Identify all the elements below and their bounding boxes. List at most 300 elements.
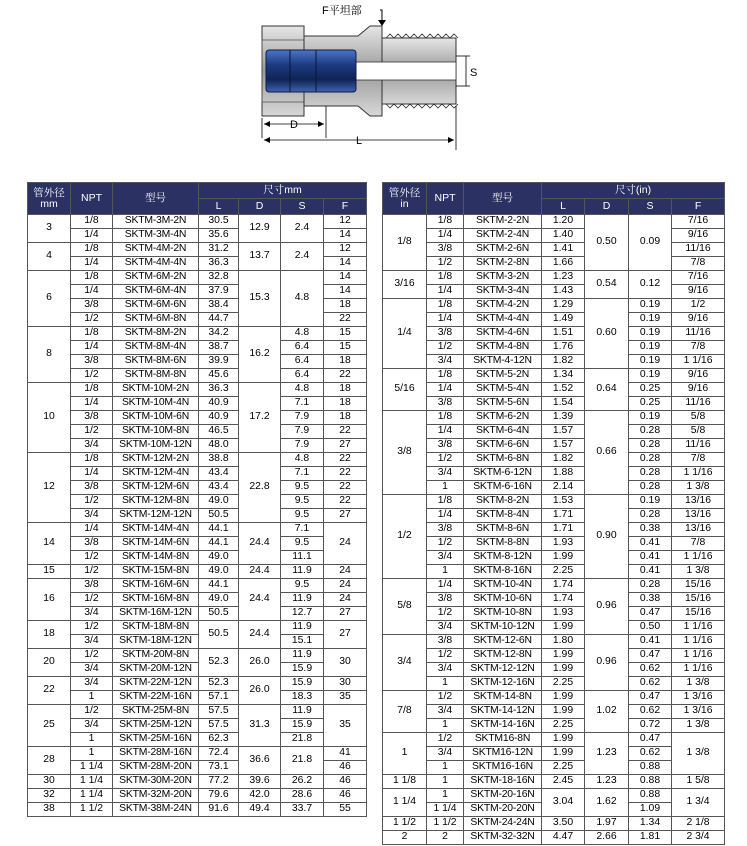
npt-cell: 1/2 [71, 495, 113, 509]
npt-cell: 1 [427, 719, 464, 733]
model-cell: SKTM-14M-6N [113, 537, 199, 551]
s-cell: 7.9 [281, 439, 324, 453]
f-cell: 11/16 [672, 243, 725, 257]
d-header: D [239, 199, 281, 215]
l-cell: 50.5 [199, 607, 239, 621]
d-cell: 12.9 [239, 215, 281, 243]
table-row [28, 663, 367, 677]
npt-cell: 1/2 [427, 607, 464, 621]
table-row [383, 705, 725, 719]
model-cell: SKTM-18M-8N [113, 621, 199, 635]
f-cell: 46 [324, 775, 367, 789]
table-row [28, 355, 367, 369]
f-cell: 18 [324, 411, 367, 425]
model-cell: SKTM-6-6N [464, 439, 542, 453]
npt-cell: 3/8 [71, 299, 113, 313]
npt-cell: 3/8 [71, 579, 113, 593]
model-cell: SKTM-3-4N [464, 285, 542, 299]
f-cell: 15/16 [672, 593, 725, 607]
l-cell: 49.0 [199, 565, 239, 579]
od-cell: 18 [28, 621, 71, 649]
l-cell: 1.71 [542, 523, 585, 537]
model-cell: SKTM-8-4N [464, 509, 542, 523]
l-cell: 1.23 [542, 271, 585, 285]
l-cell: 49.0 [199, 495, 239, 509]
d-label: D [290, 119, 298, 131]
l-cell: 2.14 [542, 481, 585, 495]
l-cell: 1.99 [542, 649, 585, 663]
od-cell: 3/16 [383, 271, 427, 299]
f-cell: 1 3/8 [672, 733, 725, 775]
f-cell: 1 1/16 [672, 467, 725, 481]
l-cell: 1.99 [542, 747, 585, 761]
table-row [383, 817, 725, 831]
f-cell: 27 [324, 607, 367, 621]
l-cell: 2.45 [542, 775, 585, 789]
f-cell: 2 1/8 [672, 817, 725, 831]
l-cell: 1.88 [542, 467, 585, 481]
l-cell: 46.5 [199, 425, 239, 439]
s-cell: 1.34 [629, 817, 672, 831]
d-cell: 0.90 [585, 495, 629, 579]
f-cell: 30 [324, 677, 367, 691]
s-cell: 0.41 [629, 635, 672, 649]
model-cell: SKTM-2-8N [464, 257, 542, 271]
d-cell: 1.97 [585, 817, 629, 831]
l-cell: 44.1 [199, 537, 239, 551]
s-cell: 0.62 [629, 747, 672, 761]
l-cell: 2.25 [542, 677, 585, 691]
l-cell: 45.6 [199, 369, 239, 383]
model-cell: SKTM-8M-2N [113, 327, 199, 341]
npt-cell: 1/2 [427, 453, 464, 467]
model-cell: SKTM-25M-16N [113, 733, 199, 747]
s-cell: 4.8 [281, 383, 324, 397]
d-cell: 42.0 [239, 789, 281, 803]
npt-cell: 3/8 [71, 481, 113, 495]
f-cell: 41 [324, 747, 367, 761]
model-cell: SKTM-14-12N [464, 705, 542, 719]
npt-cell: 1/8 [427, 411, 464, 425]
table-row [383, 215, 725, 229]
model-cell: SKTM-5-2N [464, 369, 542, 383]
npt-cell: 1 [71, 733, 113, 747]
l-cell: 1.51 [542, 327, 585, 341]
model-cell: SKTM-10M-6N [113, 411, 199, 425]
npt-cell: 3/4 [427, 705, 464, 719]
npt-cell: 1/4 [71, 467, 113, 481]
f-cell: 11/16 [672, 397, 725, 411]
f-cell: 1 1/16 [672, 621, 725, 635]
npt-cell: 3/8 [427, 523, 464, 537]
table-row [383, 299, 725, 313]
model-cell: SKTM-14-16N [464, 719, 542, 733]
s-cell: 2.4 [281, 215, 324, 243]
od-cell: 16 [28, 579, 71, 621]
npt-cell: 3/4 [71, 607, 113, 621]
f-cell: 1 1/16 [672, 663, 725, 677]
l-cell: 52.3 [199, 649, 239, 677]
f-cell: 9/16 [672, 369, 725, 383]
s-cell: 7.9 [281, 411, 324, 425]
table-row [28, 341, 367, 355]
npt-cell: 1/8 [71, 243, 113, 257]
model-cell: SKTM-12-12N [464, 663, 542, 677]
table-row [28, 719, 367, 733]
s-cell: 0.88 [629, 789, 672, 803]
d-cell: 1.62 [585, 789, 629, 817]
model-cell: SKTM-28M-20N [113, 761, 199, 775]
npt-cell: 3/4 [427, 747, 464, 761]
od-cell: 3 [28, 215, 71, 243]
table-row [28, 621, 367, 635]
model-cell: SKTM-8M-6N [113, 355, 199, 369]
l-cell: 1.80 [542, 635, 585, 649]
s-cell: 0.19 [629, 411, 672, 425]
f-cell: 22 [324, 313, 367, 327]
d-cell: 16.2 [239, 327, 281, 383]
f-cell: 15/16 [672, 607, 725, 621]
model-cell: SKTM-8-16N [464, 565, 542, 579]
s-cell: 11.9 [281, 593, 324, 607]
l-cell: 3.04 [542, 789, 585, 817]
npt-cell: 3/4 [427, 621, 464, 635]
f-cell: 22 [324, 481, 367, 495]
s-cell: 15.9 [281, 719, 324, 733]
s-cell: 7.1 [281, 467, 324, 481]
f-cell: 24 [324, 593, 367, 607]
s-cell: 0.28 [629, 579, 672, 593]
f-cell: 2 3/4 [672, 831, 725, 845]
l-cell: 40.9 [199, 411, 239, 425]
npt-cell: 3/4 [427, 355, 464, 369]
f-cell: 22 [324, 453, 367, 467]
od-cell: 5/8 [383, 579, 427, 635]
npt-cell: 1/2 [71, 621, 113, 635]
npt-cell: 1/8 [71, 383, 113, 397]
model-cell: SKTM-8M-4N [113, 341, 199, 355]
table-row [383, 691, 725, 705]
s-cell: 0.25 [629, 397, 672, 411]
model-cell: SKTM-2-4N [464, 229, 542, 243]
s-cell: 0.19 [629, 495, 672, 509]
f-cell: 9/16 [672, 313, 725, 327]
l-cell: 39.9 [199, 355, 239, 369]
l-cell: 1.99 [542, 691, 585, 705]
s-cell: 0.72 [629, 719, 672, 733]
d-header: D [585, 199, 629, 215]
f-cell: 22 [324, 467, 367, 481]
model-cell: SKTM-4-2N [464, 299, 542, 313]
table-row [28, 495, 367, 509]
npt-cell: 1/2 [71, 649, 113, 663]
metric-spec-table [27, 182, 367, 817]
l-cell: 1.57 [542, 439, 585, 453]
model-cell: SKTM-30M-20N [113, 775, 199, 789]
od-cell: 6 [28, 271, 71, 327]
model-header: 型号 [113, 183, 199, 215]
l-cell: 1.71 [542, 509, 585, 523]
l-cell: 91.6 [199, 803, 239, 817]
d-cell: 0.96 [585, 579, 629, 635]
l-cell: 1.41 [542, 243, 585, 257]
flat-label: F平坦部 [322, 5, 362, 17]
model-cell: SKTM-4-4N [464, 313, 542, 327]
l-cell: 31.2 [199, 243, 239, 257]
l-cell: 37.9 [199, 285, 239, 299]
s-header: S [281, 199, 324, 215]
model-cell: SKTM-12M-4N [113, 467, 199, 481]
s-cell: 0.41 [629, 551, 672, 565]
s-cell: 11.9 [281, 705, 324, 719]
table-row [383, 775, 725, 789]
od-cell: 20 [28, 649, 71, 677]
npt-cell: 1/4 [71, 285, 113, 299]
l-cell: 1.99 [542, 733, 585, 747]
l-cell: 1.93 [542, 537, 585, 551]
s-cell: 7.1 [281, 523, 324, 537]
l-cell: 43.4 [199, 467, 239, 481]
od-cell: 14 [28, 523, 71, 565]
model-cell: SKTM-14M-8N [113, 551, 199, 565]
model-cell: SKTM-6M-4N [113, 285, 199, 299]
l-cell: 44.1 [199, 523, 239, 537]
npt-cell: 3/8 [71, 355, 113, 369]
f-cell: 7/16 [672, 215, 725, 229]
npt-cell: 1/4 [71, 257, 113, 271]
table-row [383, 327, 725, 341]
npt-cell: 3/8 [427, 243, 464, 257]
f-cell: 13/16 [672, 495, 725, 509]
model-cell: SKTM-15M-8N [113, 565, 199, 579]
model-cell: SKTM-25M-12N [113, 719, 199, 733]
npt-header: NPT [427, 183, 464, 215]
table-row [28, 509, 367, 523]
model-cell: SKTM-6-8N [464, 453, 542, 467]
table-row [28, 327, 367, 341]
npt-cell: 1 1/2 [71, 803, 113, 817]
model-cell: SKTM-10-6N [464, 593, 542, 607]
table-row [383, 509, 725, 523]
table-row [383, 537, 725, 551]
s-cell: 9.5 [281, 481, 324, 495]
dims-header: 尺寸mm [199, 183, 367, 199]
l-cell: 44.1 [199, 579, 239, 593]
od-cell: 1 [383, 733, 427, 775]
model-cell: SKTM16-16N [464, 761, 542, 775]
npt-cell: 1/4 [427, 425, 464, 439]
s-cell: 12.7 [281, 607, 324, 621]
s-cell: 0.41 [629, 565, 672, 579]
table-row [28, 565, 367, 579]
l-cell: 36.3 [199, 383, 239, 397]
s-cell: 7.9 [281, 425, 324, 439]
d-cell: 0.66 [585, 411, 629, 495]
f-cell: 12 [324, 243, 367, 257]
l-cell: 52.3 [199, 677, 239, 691]
l-cell: 2.25 [542, 565, 585, 579]
npt-cell: 1/4 [71, 341, 113, 355]
od-cell: 7/8 [383, 691, 427, 733]
s-cell: 0.62 [629, 663, 672, 677]
table-row [28, 467, 367, 481]
l-cell: 1.39 [542, 411, 585, 425]
s-cell: 11.1 [281, 551, 324, 565]
l-cell: 38.7 [199, 341, 239, 355]
f-cell: 15 [324, 341, 367, 355]
l-cell: 1.99 [542, 621, 585, 635]
d-cell: 24.4 [239, 579, 281, 621]
s-cell: 0.19 [629, 341, 672, 355]
s-cell: 0.19 [629, 355, 672, 369]
s-cell: 6.4 [281, 355, 324, 369]
table-row [28, 593, 367, 607]
npt-cell: 1 [427, 677, 464, 691]
npt-cell: 1/4 [71, 397, 113, 411]
table-row [28, 425, 367, 439]
model-cell: SKTM-32-32N [464, 831, 542, 845]
od-cell: 2 [383, 831, 427, 845]
s-cell: 0.62 [629, 677, 672, 691]
model-cell: SKTM-8-12N [464, 551, 542, 565]
l-cell: 35.6 [199, 229, 239, 243]
f-cell: 46 [324, 789, 367, 803]
table-row [28, 691, 367, 705]
s-cell: 0.19 [629, 313, 672, 327]
s-cell: 6.4 [281, 369, 324, 383]
npt-cell: 1 [427, 761, 464, 775]
l-cell: 1.99 [542, 705, 585, 719]
s-cell: 9.5 [281, 537, 324, 551]
od-cell: 22 [28, 677, 71, 705]
l-cell: 1.82 [542, 355, 585, 369]
npt-cell: 1/2 [427, 341, 464, 355]
od-cell: 12 [28, 453, 71, 523]
model-cell: SKTM-38M-24N [113, 803, 199, 817]
model-cell: SKTM-6-16N [464, 481, 542, 495]
od-cell: 8 [28, 327, 71, 383]
s-cell: 9.5 [281, 495, 324, 509]
l-cell: 1.74 [542, 579, 585, 593]
npt-cell: 1/2 [71, 551, 113, 565]
table-row [383, 313, 725, 327]
f-header: F [672, 199, 725, 215]
model-cell: SKTM-10-4N [464, 579, 542, 593]
model-cell: SKTM-10M-2N [113, 383, 199, 397]
model-cell: SKTM-8-6N [464, 523, 542, 537]
npt-header: NPT [71, 183, 113, 215]
f-cell: 27 [324, 439, 367, 453]
s-cell: 0.88 [629, 761, 672, 775]
l-header: L [542, 199, 585, 215]
table-row [28, 271, 367, 285]
d-cell: 24.4 [239, 523, 281, 565]
d-cell: 0.96 [585, 635, 629, 691]
model-cell: SKTM-10-8N [464, 607, 542, 621]
npt-cell: 1/8 [71, 327, 113, 341]
table-row [28, 607, 367, 621]
npt-cell: 3/4 [427, 467, 464, 481]
f-cell: 12 [324, 215, 367, 229]
model-cell: SKTM-22M-12N [113, 677, 199, 691]
s-cell: 21.8 [281, 747, 324, 775]
table-row [28, 243, 367, 257]
od-cell: 15 [28, 565, 71, 579]
l-cell: 1.99 [542, 551, 585, 565]
table-row [383, 229, 725, 243]
npt-cell: 1 1/4 [427, 803, 464, 817]
d-cell: 31.3 [239, 705, 281, 747]
npt-cell: 1/8 [71, 215, 113, 229]
npt-cell: 1/2 [71, 593, 113, 607]
l-cell: 57.5 [199, 705, 239, 719]
s-cell: 4.8 [281, 271, 324, 327]
table-row [383, 467, 725, 481]
table-row [28, 747, 367, 761]
model-cell: SKTM-6-2N [464, 411, 542, 425]
table-row [383, 677, 725, 691]
table-row [28, 523, 367, 537]
l-cell: 57.1 [199, 691, 239, 705]
model-cell: SKTM-24-24N [464, 817, 542, 831]
s-cell: 0.47 [629, 607, 672, 621]
od-header: 管外径 in [383, 183, 427, 215]
npt-cell: 1/4 [71, 229, 113, 243]
npt-cell: 3/8 [427, 635, 464, 649]
fitting-diagram [230, 0, 520, 170]
model-cell: SKTM16-12N [464, 747, 542, 761]
npt-cell: 1/4 [427, 229, 464, 243]
od-cell: 1/2 [383, 495, 427, 579]
f-cell: 7/16 [672, 271, 725, 285]
s-cell: 0.28 [629, 509, 672, 523]
f-cell: 35 [324, 691, 367, 705]
l-cell: 50.5 [199, 621, 239, 649]
s-cell: 0.19 [629, 327, 672, 341]
s-cell: 15.1 [281, 635, 324, 649]
model-cell: SKTM-3-2N [464, 271, 542, 285]
l-cell: 49.0 [199, 593, 239, 607]
npt-cell: 1/8 [427, 495, 464, 509]
npt-cell: 3/4 [71, 635, 113, 649]
table-row [383, 495, 725, 509]
f-cell: 1 3/8 [672, 481, 725, 495]
od-cell: 1/4 [383, 299, 427, 369]
s-cell: 0.28 [629, 481, 672, 495]
npt-cell: 1/2 [427, 649, 464, 663]
f-cell: 7/8 [672, 341, 725, 355]
l-cell: 1.52 [542, 383, 585, 397]
npt-cell: 1 [71, 691, 113, 705]
npt-cell: 3/4 [427, 551, 464, 565]
s-cell: 0.47 [629, 691, 672, 705]
od-cell: 1 1/2 [383, 817, 427, 831]
od-cell: 4 [28, 243, 71, 271]
model-cell: SKTM-12M-2N [113, 453, 199, 467]
l-cell: 1.20 [542, 215, 585, 229]
od-cell: 30 [28, 775, 71, 789]
s-cell: 7.1 [281, 397, 324, 411]
f-cell: 1 5/8 [672, 775, 725, 789]
model-cell: SKTM-18M-12N [113, 635, 199, 649]
f-cell: 22 [324, 425, 367, 439]
f-cell: 14 [324, 229, 367, 243]
model-cell: SKTM-10M-4N [113, 397, 199, 411]
npt-cell: 1 1/2 [427, 817, 464, 831]
model-cell: SKTM16-8N [464, 733, 542, 747]
table-row [383, 425, 725, 439]
s-cell: 11.9 [281, 565, 324, 579]
